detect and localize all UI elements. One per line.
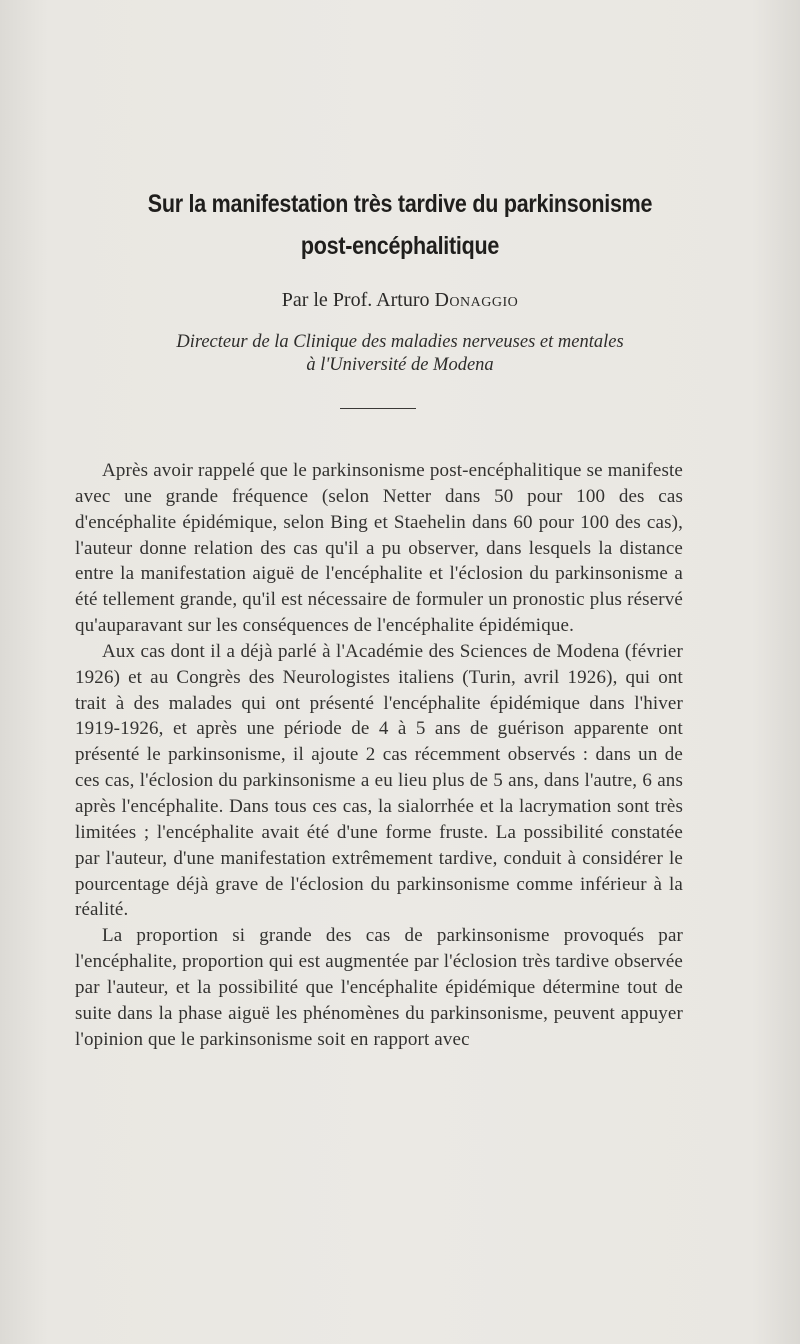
paragraph-3: La proportion si grande des cas de parkinsonisme provoqués par l'encéphalite, proportion qui est augmentée par l'éclosion très tardive observée par l'auteur, et la possibilité que l'encéphalite épidémique détermine tout de suite dans la phase aiguë les phénomènes du parkinsonisme, peuvent appuyer l'opinion que le parkinsonisme soit en rapport avec	[75, 925, 683, 1050]
author-surname: Donaggio	[434, 289, 519, 311]
section-divider	[340, 408, 416, 409]
author-byline	[0, 289, 800, 312]
article-title-line-2: post-encéphalitique	[300, 232, 500, 260]
article-title-line-1: Sur la manifestation très tardive du parkinsonisme	[147, 190, 653, 218]
article-body	[75, 458, 683, 1052]
affiliation-line-2: à l'Université de Modena	[306, 355, 494, 375]
affiliation-line-1: Directeur de la Clinique des maladies nerveuses et mentales	[176, 332, 624, 352]
author-prefix: Par le Prof. Arturo	[281, 289, 435, 311]
paragraph-1: Après avoir rappelé que le parkinsonisme post-encéphalitique se manifeste avec une grande fréquence (selon Netter dans 50 pour 100 des cas d'encéphalite épidémique, selon Bing et Staehelin dans 60 pour 100 des cas), l'auteur donne relation des cas qu'il a pu observer, dans lesquels la distance entre la manifestation aiguë de l'encéphalite et l'éclosion du parkinsonisme a été tellement grande, qu'il est nécessaire de formuler un pronostic plus réservé qu'auparavant sur les conséquences de l'encéphalite épidémique.	[75, 460, 683, 637]
paragraph-2: Aux cas dont il a déjà parlé à l'Académie des Sciences de Modena (février 1926) et au Congrès des Neurologistes italiens (Turin, avril 1926), qui ont trait à des malades qui ont présenté l'encéphalite épidémique dans l'hiver 1919-1926, et après une période de 4 à 5 ans de guérison apparente ont présenté le parkinsonisme, il ajoute 2 cas récemment observés : dans un de ces cas, l'éclosion du parkinsonisme a eu lieu plus de 5 ans, dans l'autre, 6 ans après l'encéphalite. Dans tous ces cas, la sialorrhée et la lacrymation sont très limitées ; l'encéphalite avait été d'une forme fruste. La possibilité constatée par l'auteur, d'une manifestation extrêmement tardive, conduit à considérer le pourcentage déjà grave de l'éclosion du parkinsonisme comme inférieur à la réalité.	[75, 640, 683, 921]
